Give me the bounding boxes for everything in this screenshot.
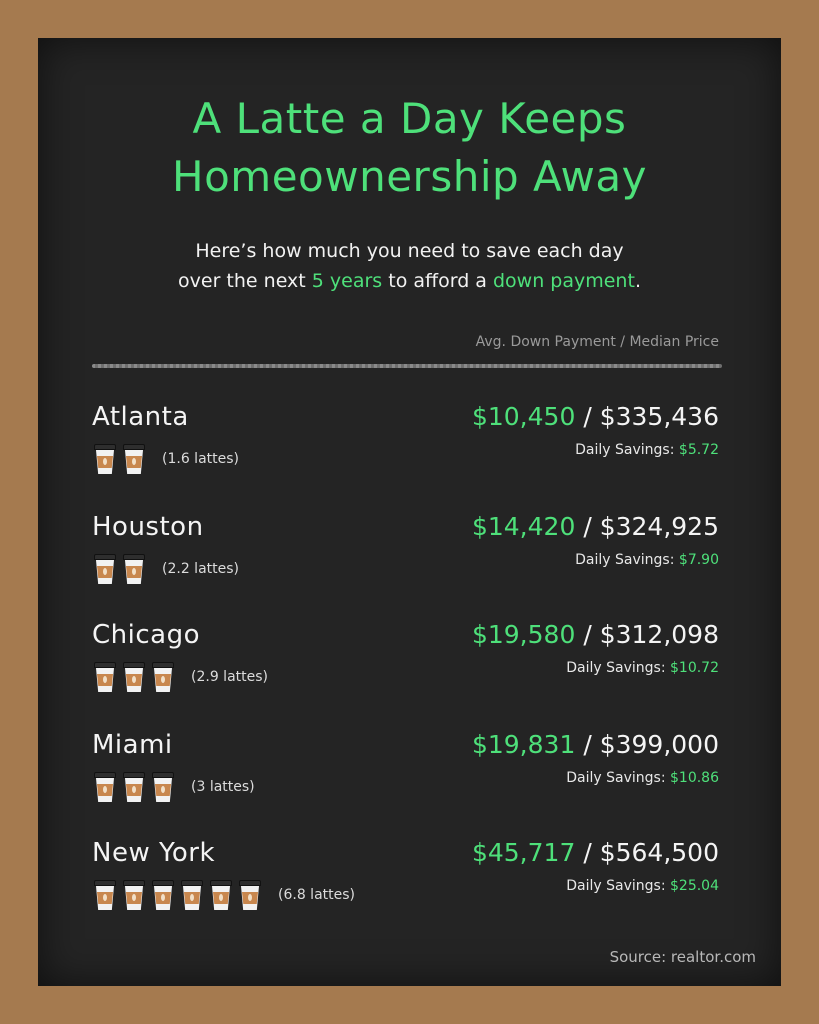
- coffee-cup-icon: [94, 880, 116, 910]
- coffee-cup-icon: [239, 880, 261, 910]
- coffee-cup-icon: [181, 880, 203, 910]
- price-separator: [575, 512, 599, 541]
- daily-savings-label: Daily Savings:: [575, 552, 675, 568]
- subtitle: [38, 236, 781, 296]
- daily-savings: [566, 770, 719, 786]
- city-row: [38, 402, 781, 492]
- daily-savings-amount: $10.72: [670, 660, 719, 676]
- coffee-cup-icon: [152, 662, 174, 692]
- coffee-cup-icon: [123, 772, 145, 802]
- latte-cups: [94, 554, 239, 584]
- city-row: [38, 730, 781, 820]
- latte-cups: [94, 444, 239, 474]
- down-payment: $45,717: [471, 838, 576, 867]
- divider: [92, 364, 722, 368]
- lattes-count: (6.8 lattes): [278, 887, 355, 903]
- subtitle-highlight-down-payment: down payment: [492, 270, 635, 292]
- daily-savings-amount: $25.04: [670, 878, 719, 894]
- city-name: Chicago: [92, 620, 200, 650]
- separator-glyph: /: [583, 402, 592, 431]
- column-header: Avg. Down Payment / Median Price: [475, 334, 719, 350]
- latte-cups: [94, 772, 255, 802]
- source-credit: Source: realtor.com: [609, 948, 756, 966]
- median-price: $399,000: [599, 730, 719, 759]
- city-name: New York: [92, 838, 216, 868]
- coffee-cup-icon: [210, 880, 232, 910]
- separator-glyph: /: [583, 838, 592, 867]
- price-separator: [575, 838, 599, 867]
- subtitle-prefix: over the next: [178, 270, 312, 292]
- price-separator: [575, 620, 599, 649]
- daily-savings-amount: $10.86: [670, 770, 719, 786]
- title-line-1: A Latte a Day Keeps: [192, 94, 627, 143]
- price-separator: [575, 402, 599, 431]
- coffee-cup-icon: [123, 880, 145, 910]
- lattes-count: (1.6 lattes): [162, 451, 239, 467]
- daily-savings: [566, 878, 719, 894]
- median-price: $335,436: [599, 402, 719, 431]
- daily-savings-amount: $7.90: [678, 552, 719, 568]
- title-line-2: Homeownership Away: [172, 152, 647, 201]
- latte-cups: [94, 880, 355, 910]
- price-figures: [472, 402, 719, 431]
- daily-savings: [575, 442, 719, 458]
- coffee-cup-icon: [123, 662, 145, 692]
- coffee-cup-icon: [94, 772, 116, 802]
- price-figures: [472, 838, 719, 867]
- lattes-count: (3 lattes): [191, 779, 255, 795]
- daily-savings-label: Daily Savings:: [566, 770, 666, 786]
- daily-savings-amount: $5.72: [678, 442, 719, 458]
- median-price: $324,925: [599, 512, 719, 541]
- coffee-cup-icon: [152, 880, 174, 910]
- city-row: [38, 512, 781, 602]
- lattes-count: (2.2 lattes): [162, 561, 239, 577]
- city-name: Miami: [92, 730, 173, 760]
- separator-glyph: /: [583, 730, 592, 759]
- city-row: [38, 838, 781, 928]
- price-separator: [575, 730, 599, 759]
- coffee-cup-icon: [152, 772, 174, 802]
- daily-savings: [575, 552, 719, 568]
- daily-savings-label: Daily Savings:: [566, 660, 666, 676]
- price-figures: [472, 730, 719, 759]
- subtitle-middle: to afford a: [382, 270, 493, 292]
- coffee-cup-icon: [94, 444, 116, 474]
- lattes-count: (2.9 lattes): [191, 669, 268, 685]
- median-price: $564,500: [599, 838, 719, 867]
- subtitle-highlight-years: 5 years: [311, 270, 383, 292]
- coffee-cup-icon: [94, 554, 116, 584]
- city-row: [38, 620, 781, 710]
- median-price: $312,098: [599, 620, 719, 649]
- down-payment: $14,420: [471, 512, 576, 541]
- down-payment: $19,831: [471, 730, 576, 759]
- separator-glyph: /: [583, 512, 592, 541]
- price-figures: [472, 620, 719, 649]
- down-payment: $19,580: [471, 620, 576, 649]
- coffee-cup-icon: [123, 444, 145, 474]
- down-payment: $10,450: [471, 402, 576, 431]
- daily-savings-label: Daily Savings:: [566, 878, 666, 894]
- price-figures: [472, 512, 719, 541]
- page-title: [38, 90, 781, 206]
- coffee-cup-icon: [94, 662, 116, 692]
- subtitle-line-2: [38, 266, 781, 296]
- chalkboard: [38, 38, 781, 986]
- city-name: Houston: [92, 512, 204, 542]
- city-name: Atlanta: [92, 402, 189, 432]
- coffee-cup-icon: [123, 554, 145, 584]
- subtitle-line-1: Here’s how much you need to save each day: [195, 240, 624, 262]
- daily-savings: [566, 660, 719, 676]
- separator-glyph: /: [583, 620, 592, 649]
- daily-savings-label: Daily Savings:: [575, 442, 675, 458]
- latte-cups: [94, 662, 268, 692]
- subtitle-suffix: .: [634, 270, 641, 292]
